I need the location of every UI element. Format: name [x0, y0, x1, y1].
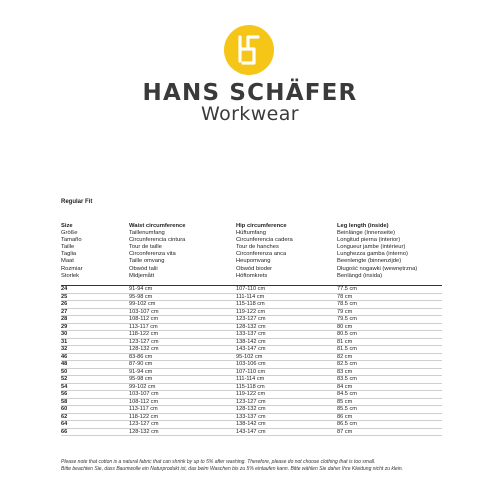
header-size: Taglia [61, 251, 77, 258]
cell-waist: 99-102 cm [129, 301, 156, 307]
header-leg: Leg length (inside) [337, 223, 389, 229]
cell-hip: 115-118 cm [236, 301, 265, 307]
header-hip: Obwód bioder [236, 265, 273, 272]
cell-size: 46 [61, 353, 68, 360]
cell-leg: 87 cm [337, 428, 353, 435]
cell-leg: 86.5 cm [337, 421, 357, 427]
cell-size: 29 [61, 323, 68, 330]
cell-size: 32 [61, 346, 68, 352]
cell-size: 30 [61, 331, 68, 337]
cell-hip: 119-122 cm [236, 391, 266, 397]
cell-hip: 107-110 cm [236, 368, 266, 375]
header-size: Tamaño [61, 237, 82, 244]
cell-waist: 83-86 cm [129, 353, 153, 360]
cell-hip: 143-147 cm [236, 428, 266, 435]
header-leg: Longueur jambe (intérieur) [337, 244, 406, 251]
cell-size: 58 [61, 398, 68, 405]
cell-leg: 81 cm [337, 338, 353, 345]
cell-leg: 83 cm [337, 368, 353, 375]
table-row [61, 324, 442, 332]
cell-size: 24 [61, 286, 68, 292]
header-size: Storlek [61, 272, 80, 279]
cell-size: 28 [61, 316, 68, 322]
cell-waist: 103-107 cm [129, 308, 159, 315]
cell-hip: 128-132 cm [236, 323, 266, 330]
footer-note-de: Bitte beachten Sie, dass Baumwolle ein Naturprodukt ist, das beim Waschen bis zu 5% einlaufen kann. Bitte wählen Sie daher Ihre Kleidung nicht zu klein. [61, 466, 404, 472]
cell-hip: 138-142 cm [236, 421, 266, 427]
cell-hip: 123-127 cm [236, 316, 266, 322]
table-row [61, 384, 442, 392]
cell-leg: 85.5 cm [337, 406, 357, 412]
cell-leg: 85 cm [337, 398, 353, 405]
cell-size: 26 [61, 301, 68, 307]
table-row [61, 354, 442, 362]
size-table-header [61, 223, 441, 280]
brand-name: HANS SCHÄFER [142, 80, 358, 106]
cell-size: 64 [61, 421, 68, 427]
cell-waist: 87-90 cm [129, 361, 153, 367]
cell-waist: 103-107 cm [129, 391, 159, 397]
cell-leg: 82 cm [337, 353, 353, 360]
cell-waist: 123-127 cm [129, 338, 159, 345]
header-size: Size [61, 223, 73, 229]
cell-leg: 82.5 cm [337, 361, 357, 367]
cell-size: 52 [61, 376, 68, 382]
table-row [61, 294, 442, 302]
table-row [61, 309, 442, 317]
cell-leg: 80.5 cm [337, 331, 357, 337]
cell-waist: 118-122 cm [129, 331, 159, 337]
header-waist: Taille omvang [129, 258, 165, 265]
header-row [61, 258, 441, 265]
header-waist: Tour de taille [129, 244, 162, 251]
table-row [61, 429, 442, 437]
table-row [61, 369, 442, 377]
cell-size: 25 [61, 293, 68, 300]
cell-waist: 118-122 cm [129, 413, 159, 420]
header-hip: Höftomkrets [236, 272, 268, 279]
header-waist: Waist circumference [129, 223, 186, 229]
table-row [61, 414, 442, 422]
header-row [61, 230, 441, 237]
header-leg: Beenlengte (binnenzijde) [337, 258, 402, 265]
cell-size: 62 [61, 413, 68, 420]
header-leg: Lunghezza gamba (interno) [337, 251, 408, 258]
cell-leg: 77.5 cm [337, 286, 357, 292]
cell-leg: 79.5 cm [337, 316, 357, 322]
cell-hip: 95-102 cm [236, 353, 263, 360]
cell-leg: 86 cm [337, 413, 353, 420]
cell-size: 27 [61, 308, 68, 315]
header-hip: Circonferenza anca [236, 251, 287, 258]
header-waist: Midjemått [129, 272, 155, 279]
cell-leg: 81.5 cm [337, 346, 357, 352]
cell-hip: 119-122 cm [236, 308, 266, 315]
cell-hip: 103-106 cm [236, 361, 266, 367]
table-row [61, 301, 442, 309]
table-row [61, 391, 442, 399]
cell-size: 54 [61, 383, 68, 390]
cell-hip: 138-142 cm [236, 338, 266, 345]
cell-waist: 108-112 cm [129, 316, 159, 322]
cell-hip: 115-118 cm [236, 383, 265, 390]
cell-leg: 79 cm [337, 308, 353, 315]
header-hip: Heupomvang [236, 258, 271, 265]
cell-size: 56 [61, 391, 68, 397]
cell-hip: 143-147 cm [236, 346, 266, 352]
header-leg: Długość nogawki (wewnętrzna) [337, 265, 418, 272]
table-row [61, 399, 442, 407]
header-waist: Circunferencia cintura [129, 237, 186, 244]
size-table-body [61, 286, 442, 436]
header-hip: Hüftumfang [236, 230, 266, 237]
cell-size: 50 [61, 368, 68, 375]
table-row [61, 339, 442, 347]
header-row [61, 251, 441, 258]
header-waist: Circonferenza vita [129, 251, 176, 258]
table-row [61, 331, 442, 339]
cell-waist: 113-117 cm [129, 406, 158, 412]
cell-waist: 128-132 cm [129, 346, 159, 352]
header-hip: Circunferencia cadera [236, 237, 293, 244]
cell-waist: 113-117 cm [129, 323, 158, 330]
cell-hip: 128-132 cm [236, 406, 266, 412]
header-size: Rozmiar [61, 265, 83, 272]
header-leg: Benlängd (insida) [337, 272, 383, 279]
cell-waist: 91-94 cm [129, 286, 153, 292]
cell-leg: 84.5 cm [337, 391, 357, 397]
cell-hip: 111-114 cm [236, 376, 265, 382]
footer-note-en: Please note that cotton is a natural fabric that can shrink by up to 5% after washing. Therefore, please do not choose clothing that is too small. [61, 459, 376, 465]
header-row [61, 266, 441, 273]
header-leg: Longitud pierna (interior) [337, 237, 401, 244]
cell-waist: 91-94 cm [129, 368, 153, 375]
header-waist: Obwód talii [129, 265, 158, 272]
header-row [61, 237, 441, 244]
header-row [61, 244, 441, 251]
cell-leg: 80 cm [337, 323, 353, 330]
brand-logo-icon [223, 24, 275, 76]
cell-leg: 78.5 cm [337, 301, 357, 307]
cell-size: 66 [61, 428, 68, 435]
header-hip: Hip circumference [236, 223, 287, 229]
cell-waist: 108-112 cm [129, 398, 159, 405]
table-row [61, 286, 442, 294]
cell-waist: 95-98 cm [129, 376, 153, 382]
header-size: Größe [61, 230, 78, 237]
header-leg: Beinlänge (Innenseite) [337, 230, 396, 237]
header-size: Taille [61, 244, 75, 251]
table-row [61, 406, 442, 414]
table-row [61, 361, 442, 369]
cell-waist: 99-102 cm [129, 383, 156, 390]
table-row [61, 316, 442, 324]
cell-leg: 78 cm [337, 293, 353, 300]
header-row [61, 223, 441, 230]
cell-waist: 123-127 cm [129, 421, 159, 427]
cell-hip: 107-110 cm [236, 286, 266, 292]
table-row [61, 346, 442, 354]
cell-size: 31 [61, 338, 68, 345]
cell-leg: 83.5 cm [337, 376, 357, 382]
cell-hip: 123-127 cm [236, 398, 266, 405]
cell-leg: 84 cm [337, 383, 353, 390]
header-hip: Tour de hanches [236, 244, 279, 251]
table-row [61, 421, 442, 429]
table-row [61, 376, 442, 384]
brand-subtitle: Workwear [201, 103, 299, 125]
footer-note [61, 459, 403, 473]
cell-hip: 111-114 cm [236, 293, 265, 300]
cell-size: 48 [61, 361, 68, 367]
header-row [61, 273, 441, 280]
cell-hip: 133-137 cm [236, 413, 266, 420]
cell-size: 60 [61, 406, 68, 412]
cell-hip: 133-137 cm [236, 331, 266, 337]
header-waist: Taillenumfang [129, 230, 165, 237]
cell-waist: 95-98 cm [129, 293, 153, 300]
header-size: Maat [61, 258, 74, 265]
fit-label: Regular Fit [61, 199, 93, 205]
cell-waist: 128-132 cm [129, 428, 159, 435]
